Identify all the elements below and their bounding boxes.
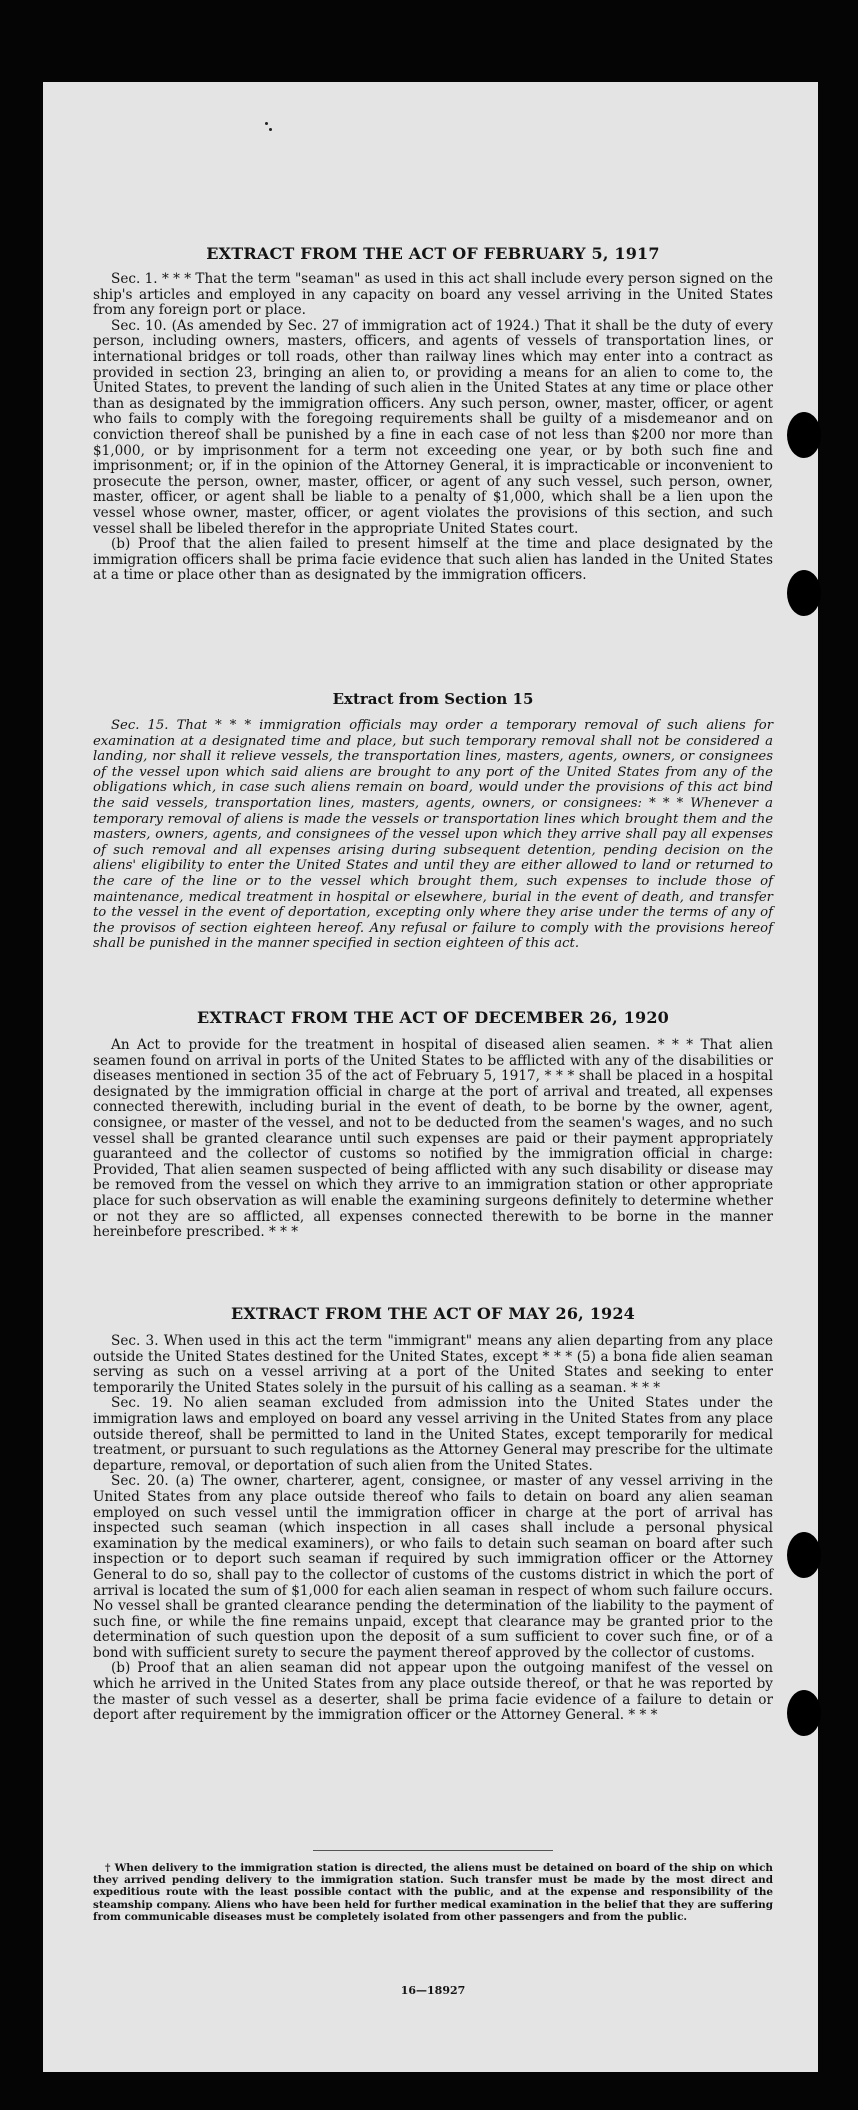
paragraph-sec-15: Sec. 15. That * * * immigration officials may order a temporary removal of such aliens for examination at a designated time and place, but such temporary removal shall not be considered a landing, nor shall it relieve vessels, the transportation lines, masters, agents, owners, or consignees of the vessel upon which said aliens are brought to any port of the United States from any of the obligations which, in case such aliens remain on board, would under the provisions of this act bind the said vessels, transportation lines, masters, agents, owners, or consignees: * * * Whenever a temporary removal of aliens is made the vessels or transportation lines which brought them and the masters, owners, agents, and consignees of the vessel upon which they arrive shall pay all expenses of such removal and all expenses arising during subsequent detention, pending decision on the aliens' eligibility to enter the United States and until they are either allowed to land or returned to the care of the line or to the vessel which brought them, such expenses to include those of maintenance, medical treatment in hospital or elsewhere, burial in the event of death, and transfer to the vessel in the event of deportation, excepting only where they arise under the terms of any of the provisos of section eighteen hereof. Any refusal or failure to comply with the provisions hereof shall be punished in the manner specified in section eighteen of this act. xyxy=(93,718,773,952)
ink-speck xyxy=(265,122,268,125)
punch-hole xyxy=(787,1532,821,1578)
paragraph-sec-19: Sec. 19. No alien seaman excluded from admission into the United States under the immigration laws and employed on board any vessel arriving in the United States from any place outside thereof, shall be permitted to land in the United States, except temporarily for medical treatment, or pursuant to such regulations as the Attorney General may prescribe for the ultimate departure, removal, or deportation of such alien from the United States. xyxy=(93,1395,773,1474)
punch-hole xyxy=(787,1690,821,1736)
paragraph-sec-20b: (b) Proof that an alien seaman did not appear upon the outgoing manifest of the vessel on which he arrived in the United States from any place outside thereof, or that he was reported by the master of such vessel as a deserter, shall be prima facie evidence of a failure to detain or deport after requirement by the immigration officer or the Attorney General. * * * xyxy=(93,1660,773,1724)
paragraph-hospital-act: An Act to provide for the treatment in hospital of diseased alien seamen. * * * That alien seamen found on arrival in ports of the United States to be afflicted with any of the disabilities or diseases mentioned in section 35 of the act of February 5, 1917, * * * shall be placed in a hospital designated by the immigration official in charge at the port of arrival and treated, all expenses connected therewith, including burial in the event of death, to be borne by the owner, agent, consignee, or master of the vessel, and not to be deducted from the seamen's wages, and no such vessel shall be granted clearance until such expenses are paid or their payment appropriately guaranteed and the collector of customs so notified by the immigration official in charge: Provided, That alien seamen suspected of being afflicted with any such disability or disease may be removed from the vessel on which they arrive to an immigration station or other appropriate place for such observation as will enable the examining surgeons definitely to determine whether or not they are so afflicted, all expenses connected therewith to be borne in the manner hereinbefore prescribed. * * * xyxy=(93,1037,773,1241)
heading-section-15: Extract from Section 15 xyxy=(332,690,534,708)
heading-act-may-1924: EXTRACT FROM THE ACT OF MAY 26, 1924 xyxy=(230,1304,636,1323)
section-act-dec-1920 xyxy=(93,1038,773,1241)
paragraph-sec-1: Sec. 1. * * * That the term "seaman" as used in this act shall include every person signed on the ship's articles and employed in any capacity on board any vessel arriving in the United States from any foreign port or place. xyxy=(93,271,773,319)
section-act-may-1924 xyxy=(93,1334,773,1724)
ink-speck xyxy=(269,128,272,131)
section-15-extract xyxy=(93,718,773,952)
paragraph-proof-b: (b) Proof that the alien failed to present himself at the time and place designated by the immigration officers shall be prima facie evidence that such alien has landed in the United States at a time or place other than as designated by the immigration officers. xyxy=(93,536,773,584)
paragraph-sec-3: Sec. 3. When used in this act the term "immigrant" means any alien departing from any place outside the United States destined for the United States, except * * * (5) a bona fide alien seaman serving as such on a vessel arriving at a port of the United States and seeking to enter temporarily the United States solely in the pursuit of his calling as a seaman. * * * xyxy=(93,1333,773,1396)
paragraph-sec-10: Sec. 10. (As amended by Sec. 27 of immigration act of 1924.) That it shall be the duty of every person, including owners, masters, officers, and agents of vessels of transportation lines, or international bridges or toll roads, other than railway lines which may enter into a contract as provided in section 23, bringing an alien to, or providing a means for an alien to come to, the United States, to prevent the landing of such alien in the United States at any time or place other than as designated by the immigration officers. Any such person, owner, master, officer, or agent who fails to comply with the foregoing requirements shall be guilty of a misdemeanor and on conviction thereof shall be punished by a fine in each case of not less than $200 nor more than $1,000, or by imprisonment for a term not exceeding one year, or by both such fine and imprisonment; or, if in the opinion of the Attorney General, it is impracticable or inconvenient to prosecute the person, owner, master, officer, or agent of any such vessel, such person, owner, master, officer, or agent shall be liable to a penalty of $1,000, which shall be a lien upon the vessel whose owner, master, officer, or agent violates the provisions of this section, and such vessel shall be libeled therefor in the appropriate United States court. xyxy=(93,317,773,537)
heading-act-feb-1917: EXTRACT FROM THE ACT OF FEBRUARY 5, 1917 xyxy=(206,244,660,263)
heading-act-dec-1920: EXTRACT FROM THE ACT OF DECEMBER 26, 1920 xyxy=(196,1008,670,1027)
punch-hole xyxy=(787,570,821,616)
paragraph-sec-20a: Sec. 20. (a) The owner, charterer, agent, consignee, or master of any vessel arriving in the United States from any place outside thereof who fails to detain on board any alien seaman employed on such vessel until the immigration officer in charge at the port of arrival has inspected such seaman (which inspection in all cases shall include a personal physical examination by the medical examiners), or who fails to detain such seaman on board after such inspection or to deport such seaman if required by such immigration officer or the Attorney General to do so, shall pay to the collector of customs of the customs district in which the port of arrival is located the sum of $1,000 for each alien seaman in respect of whom such failure occurs. No vessel shall be granted clearance pending the determination of the liability to the payment of such fine, or while the fine remains unpaid, except that clearance may be granted prior to the determination of such question upon the deposit of a sum sufficient to cover such fine, or of a bond with sufficient surety to secure the payment thereof approved by the collector of customs. xyxy=(93,1473,773,1661)
footnote xyxy=(93,1862,773,1923)
form-number: 16—18927 xyxy=(400,1984,466,1997)
footnote-divider xyxy=(313,1850,553,1851)
punch-hole xyxy=(787,412,821,458)
footnote-text: † When delivery to the immigration station is directed, the aliens must be detained on board of the ship on which they arrived pending delivery to the immigration station. Such transfer must be made by the most direct and expeditious route with the least possible contact with the public, and at the expense and responsibility of the steamship company. Aliens who have been held for further medical examination in the belief that they are suffering from communicable diseases must be completely isolated from other passengers and from the public. xyxy=(93,1862,773,1923)
section-act-feb-1917 xyxy=(93,272,773,584)
document-page xyxy=(43,82,818,2072)
